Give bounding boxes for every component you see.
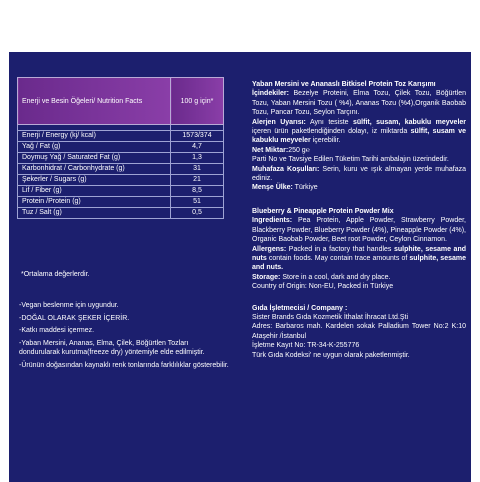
en-ingredients (252, 216, 466, 244)
nutrient-value: 1,3 (171, 153, 224, 164)
tr-storage (252, 165, 466, 184)
tr-allergen-text-3: içerebilir. (310, 137, 341, 145)
en-allergen-text-1: Packed in a factory that handles (286, 245, 394, 253)
claim-item: -Yaban Mersini, Ananas, Elma, Çilek, Böğürtlen Tozları dondurularak kurutma(freeze dry) yöntemiyle elde edilmiştir. (19, 339, 205, 357)
en-allergen-bold-2: sulphite, sesame and nuts. (252, 254, 466, 272)
nutrient-value: 4,7 (171, 142, 224, 153)
en-allergen-text-2: contain foods. May contain trace amounts of (266, 254, 410, 262)
en-allergen-bold-1: sulphite, sesame and nuts (252, 245, 466, 262)
table-row (18, 164, 224, 175)
en-ingredients-label: Ingredients: (252, 217, 293, 225)
label-panel (9, 52, 471, 482)
table-row (18, 153, 224, 164)
en-ingredients-text: Pea Protein, Apple Powder, Strawberry Powder, Blackberry Powder, Blueberry Powder (4%), Pineapple Powder (4%), Organic Baobab Powder, Beet root Powder, Ceylon Cinnamon. (252, 217, 466, 244)
en-title: Blueberry & Pineapple Protein Powder Mix (252, 207, 394, 215)
claim-item: -Ürünün doğasından kaynaklı renk tonlarında farklılıklar gösterebilir. (19, 361, 229, 369)
tr-title: Yaban Mersini ve Ananaslı Bitkisel Protein Toz Karışımı (252, 81, 436, 88)
company-line: Türk Gıda Kodeksi' ne uygun olarak paketlenmiştir. (252, 351, 410, 359)
tr-origin-value: Türkiye (292, 184, 318, 192)
company-line: Sister Brands Gıda Kozmetik İthalat İhracat Ltd.Şti (252, 313, 409, 321)
table-header-label: Enerji ve Besin Öğeleri/ Nutrition Facts (18, 78, 171, 125)
nutrient-label: Lif / Fiber (g) (18, 186, 171, 197)
nutrient-label: Protein /Protein (g) (18, 197, 171, 208)
nutrient-value: 8,5 (171, 186, 224, 197)
tr-origin-label: Menşe Ülke: (252, 184, 293, 192)
tr-allergen-bold-1: sülfit, susam, kabuklu meyveler (353, 118, 467, 126)
table-row (18, 197, 224, 208)
nutrient-value: 51 (171, 197, 224, 208)
en-allergen-label: Allergens: (252, 245, 287, 253)
nutrient-label: Doymuş Yağ / Saturated Fat (g) (18, 153, 171, 164)
nutrient-label: Tuz / Salt (g) (18, 208, 171, 219)
nutrient-label: Enerji / Energy (kj/ kcal) (18, 131, 171, 142)
nutrient-value: 31 (171, 164, 224, 175)
en-storage-label: Storage: (252, 273, 281, 281)
table-header-value: 100 g için* (171, 78, 224, 125)
en-allergen (252, 245, 466, 273)
tr-net (252, 146, 466, 155)
tr-storage-label: Muhafaza Koşulları: (252, 165, 320, 173)
tr-allergen (252, 118, 466, 146)
table-row (18, 208, 224, 219)
nutrient-value: 1573/374 (171, 131, 224, 142)
table-row (18, 186, 224, 197)
company-line: İşletme Kayıt No: TR-34-K-255776 (252, 342, 360, 350)
claim-item: -DOĞAL OLARAK ŞEKER İÇERİR. (19, 314, 130, 322)
tr-allergen-bold-2: sülfit, susam ve kabuklu meyveler (252, 128, 466, 145)
nutrient-label: Yağ / Fat (g) (18, 142, 171, 153)
product-info (252, 80, 466, 360)
tr-storage-text: Serin, kuru ve ışık almayan yerde muhafaza ediniz. (252, 165, 466, 183)
tr-lot: Parti No ve Tavsiye Edilen Tüketim Tarihi ambalajın üzerindedir. (252, 156, 449, 164)
nutrient-value: 21 (171, 175, 224, 186)
en-storage-text: Store in a cool, dark and dry place. (280, 273, 391, 281)
product-claims (19, 301, 229, 374)
tr-ingredients (252, 89, 466, 117)
tr-ingredients-label: İçindekiler: (252, 90, 289, 98)
claim-item: -Katkı maddesi içermez. (19, 327, 95, 335)
table-row (18, 175, 224, 186)
company-title: Gıda İşletmecisi / Company : (252, 304, 348, 312)
tr-allergen-label: Alerjen Uyarısı: (252, 118, 306, 126)
tr-net-value: 250 g℮ (288, 146, 310, 154)
nutrient-label: Şekerler / Sugars (g) (18, 175, 171, 186)
nutrient-label: Karbonhidrat / Carbonhydrate (g) (18, 164, 171, 175)
nutrition-table (17, 77, 224, 219)
tr-ingredients-text: Bezelye Proteini, Elma Tozu, Çilek Tozu, Böğürtlen Tozu, Yaban Mersini Tozu ( %4), Ananas Tozu (%4),Organik Baobab Tozu, Pancar Tozu, Seylon Tarçını. (252, 90, 466, 117)
nutrient-value: 0,5 (171, 208, 224, 219)
table-row (18, 131, 224, 142)
en-storage (252, 273, 466, 282)
tr-allergen-text-1: Aynı tesiste (305, 118, 354, 126)
table-row (18, 142, 224, 153)
tr-origin (252, 183, 466, 192)
company-line: Adres: Barbaros mah. Kardelen sokak Palladium Tower No:2 K:10 Ataşehir /İstanbul (252, 323, 466, 340)
table-header-row (18, 78, 224, 125)
tr-allergen-text-2: içeren ürün paketlendiğinden dolayı, iz miktarda (252, 128, 411, 136)
claim-item: -Vegan beslenme için uygundur. (19, 302, 119, 309)
en-origin: Country of Origin: Non-EU, Packed in Türkiye (252, 283, 394, 291)
tr-net-label: Net Miktar: (252, 146, 289, 154)
table-footnote: *Ortalama değerlerdir. (21, 271, 90, 278)
